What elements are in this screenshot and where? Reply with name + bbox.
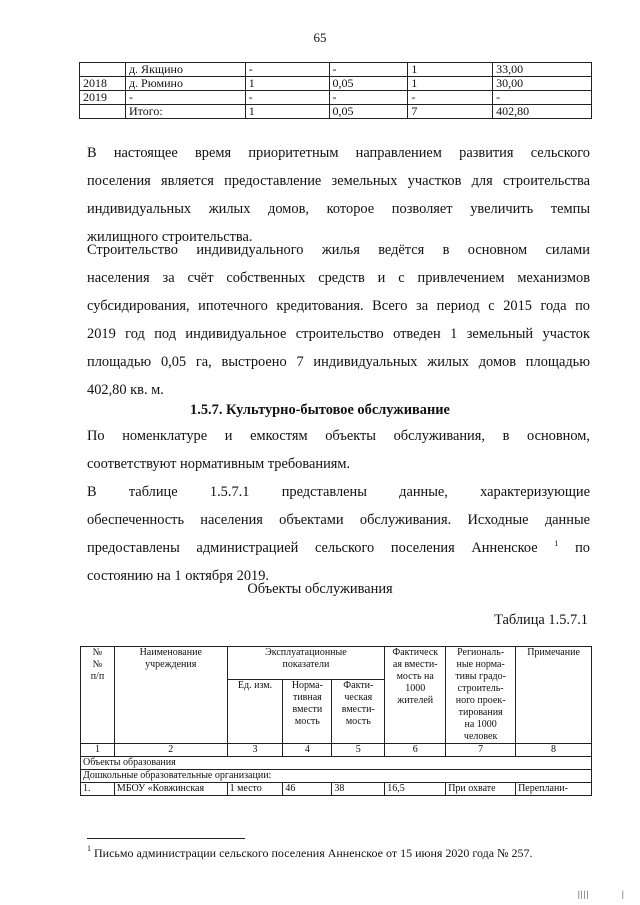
column-number: 7 [446, 744, 516, 757]
table-cell: - [245, 63, 329, 77]
header-name: Наименование учреждения [114, 647, 227, 744]
header-regional-norms: Региональ- ные норма- тивы градо- строитель- ного проек- тирования на 1000 человек [446, 647, 516, 744]
p2-line: площадью 0,05 га, выстроено 7 индивидуальных жилых домов площадью [87, 354, 590, 370]
table-row [80, 77, 592, 91]
table-cell: 402,80 [493, 105, 592, 119]
table-number: Таблица 1.5.7.1 [494, 612, 588, 628]
header-operational: Эксплуатационные показатели [227, 647, 385, 680]
p4-line: В таблице 1.5.7.1 представлены данные, характеризующие [87, 484, 590, 500]
header-actual-per-1000: Фактическ ая вмести- мость на 1000 жителей [385, 647, 446, 744]
p4-line-last: состоянию на 1 октября 2019. [87, 568, 270, 584]
table-cell: 2018 [80, 77, 126, 91]
paragraph-priority [87, 139, 590, 251]
table-cell: - [493, 91, 592, 105]
p2-line: Строительство индивидуального жилья ведётся в основном силами [87, 242, 590, 258]
header-number: № № п/п [81, 647, 115, 744]
table-cell: 1 [408, 77, 493, 91]
header-normative-capacity: Норма- тивная вмести мость [283, 679, 332, 743]
table-cell: При охвате [446, 783, 516, 796]
table-cell: - [329, 63, 408, 77]
p2-line: субсидирования, ипотечного кредитования. Всего за период с 2015 года по [87, 298, 590, 314]
table-cell: д. Якщино [125, 63, 245, 77]
table-cell: - [125, 91, 245, 105]
column-number: 4 [283, 744, 332, 757]
p1-line-last: жилищного строительства. [87, 229, 253, 245]
table-cell: 1 [245, 77, 329, 91]
p1-line: В настоящее время приоритетным направлением развития сельского [87, 145, 590, 161]
column-number: 6 [385, 744, 446, 757]
page-number: 65 [313, 30, 327, 45]
table-cell: Переплани- [516, 783, 592, 796]
table-cell: 1. [81, 783, 115, 796]
table-cell: - [245, 91, 329, 105]
table-cell: 38 [332, 783, 385, 796]
p2-line-last: 402,80 кв. м. [87, 382, 164, 398]
table-caption: Объекты обслуживания [247, 581, 393, 597]
construction-summary-table [79, 62, 592, 119]
table-cell: - [408, 91, 493, 105]
table-cell: 1 [245, 105, 329, 119]
table-cell: 46 [283, 783, 332, 796]
footnote-rule [87, 838, 245, 839]
column-number: 5 [332, 744, 385, 757]
table-row [80, 105, 592, 119]
table-cell: д. Рюмино [125, 77, 245, 91]
header-actual-capacity: Факти- ческая вмести- мость [332, 679, 385, 743]
paragraph-table-intro [87, 478, 590, 590]
p1-line: поселения является предоставление земельных участков для строительства [87, 173, 590, 189]
table-cell: - [329, 91, 408, 105]
table-row [80, 91, 592, 105]
p4-line-3 [87, 540, 590, 556]
table-cell: 0,05 [329, 105, 408, 119]
p1-line: индивидуальных жилых домов, которое позволяет увеличить темпы [87, 201, 590, 217]
column-number: 8 [516, 744, 592, 757]
table-row [81, 783, 592, 796]
p3-line: По номенклатуре и емкостям объекты обслуживания, в основном, [87, 428, 590, 444]
corner-mark: |||| [578, 889, 590, 899]
column-numbers-row [81, 744, 592, 757]
table-cell: 1 [408, 63, 493, 77]
p2-line: 2019 год под индивидуальное строительство отведен 1 земельный участок [87, 326, 590, 342]
table-row [80, 63, 592, 77]
corner-mark-right: | [622, 889, 624, 899]
p2-line: населения за счёт собственных средств и с привлечением механизмов [87, 270, 590, 286]
section-preschool: Дошкольные образовательные организации: [81, 770, 592, 783]
table-cell [80, 63, 126, 77]
p3-line-last: соответствуют нормативным требованиям. [87, 456, 351, 472]
header-note: Примечание [516, 647, 592, 744]
table-cell: МБОУ «Ковжинская [114, 783, 227, 796]
footnote-mark: 1 [87, 844, 91, 853]
footnote [87, 846, 533, 861]
section-heading: 1.5.7. Культурно-бытовое обслуживание [190, 402, 450, 418]
p4-line-3-end: по [575, 540, 590, 556]
service-objects-table [80, 646, 592, 796]
p4-line: обеспеченность населения объектами обслуживания. Исходные данные [87, 512, 590, 528]
table-cell: 16,5 [385, 783, 446, 796]
paragraph-nomenclature [87, 422, 590, 478]
table-cell: Итого: [125, 105, 245, 119]
table-cell: 0,05 [329, 77, 408, 91]
column-number: 1 [81, 744, 115, 757]
column-number: 2 [114, 744, 227, 757]
table-cell [80, 105, 126, 119]
table-cell: 7 [408, 105, 493, 119]
column-number: 3 [227, 744, 283, 757]
table-cell: 1 место [227, 783, 283, 796]
table-cell: 2019 [80, 91, 126, 105]
table-cell: 30,00 [493, 77, 592, 91]
header-unit: Ед. изм. [227, 679, 283, 743]
footnote-reference[interactable]: 1 [554, 539, 559, 548]
table-cell: 33,00 [493, 63, 592, 77]
p4-line-3-text: предоставлены администрацией сельского поселения Анненское [87, 540, 538, 556]
footnote-text: Письмо администрации сельского поселения Анненское от 15 июня 2020 года № 257. [94, 846, 533, 860]
section-education: Объекты образования [81, 757, 592, 770]
paragraph-individual-construction [87, 236, 590, 404]
